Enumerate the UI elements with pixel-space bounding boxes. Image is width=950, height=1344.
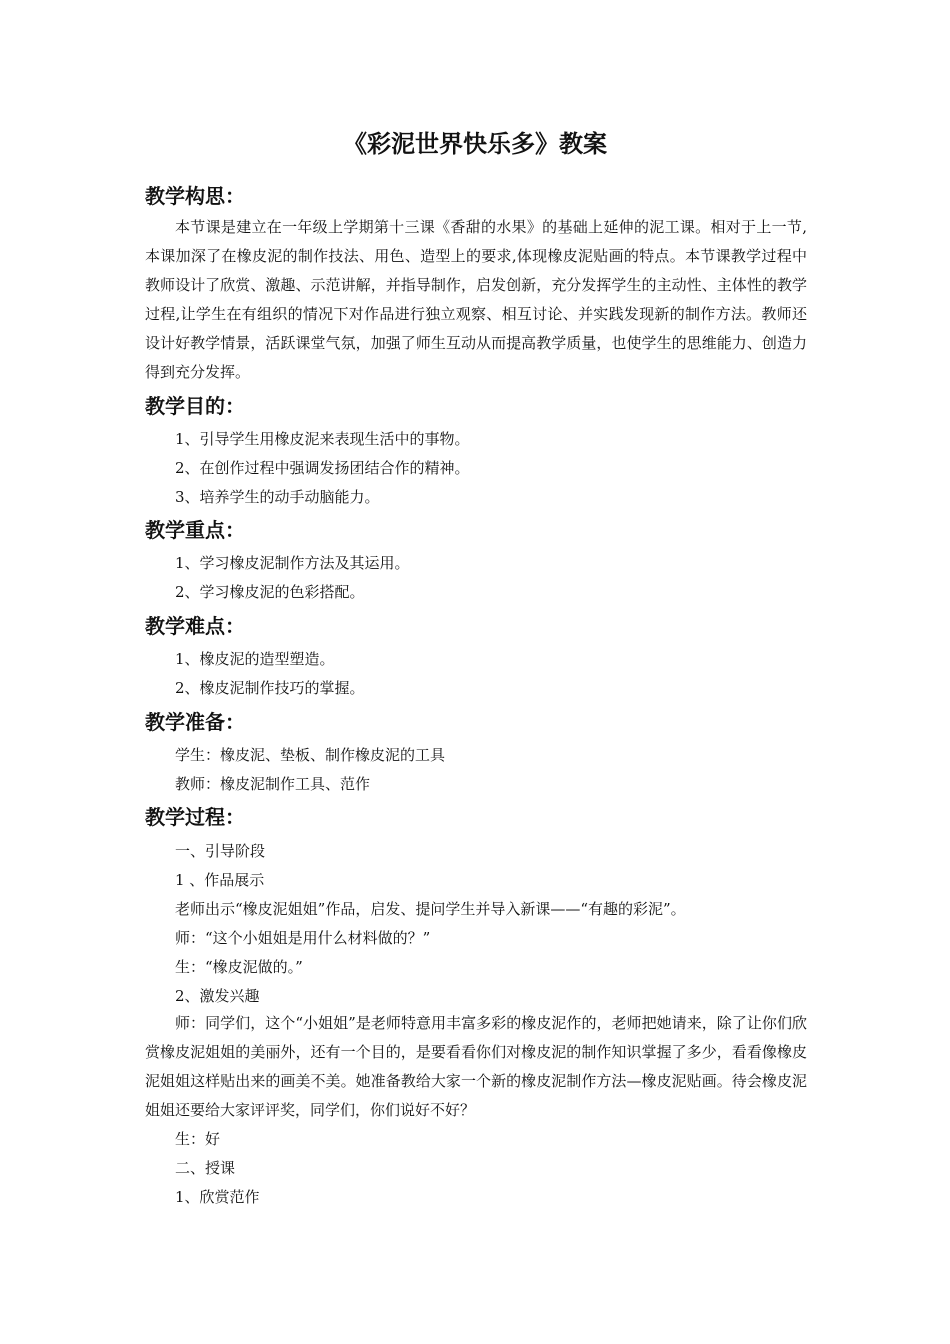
heading-goujian: 教学构思：	[145, 184, 245, 208]
heading-zhunbei: 教学准备：	[145, 710, 245, 734]
list-item: 3、培养学生的动手动脑能力。	[175, 488, 380, 506]
list-item: 1、引导学生用橡皮泥来表现生活中的事物。	[175, 430, 470, 448]
document-title: 《彩泥世界快乐多》教案	[343, 130, 607, 158]
process-line: 老师出示“橡皮泥姐姐”作品，启发、提问学生并导入新课——“有趣的彩泥”。	[175, 900, 686, 918]
process-line: 1 、作品展示	[175, 871, 265, 889]
process-line: 生：好	[175, 1130, 221, 1148]
list-item: 2、学习橡皮泥的色彩搭配。	[175, 583, 365, 601]
process-line: 师：“这个小姐姐是用什么材料做的？”	[175, 929, 431, 947]
process-line: 二、授课	[175, 1159, 236, 1177]
list-item: 1、学习橡皮泥制作方法及其运用。	[175, 554, 410, 572]
process-line: 2、激发兴趣	[175, 987, 260, 1005]
paragraph-guocheng: 师：同学们，这个“小姐姐”是老师特意用丰富多彩的橡皮泥作的，老师把她请来，除了让你们欣赏橡皮泥姐姐的美丽外，还有一个目的，是要看看你们对橡皮泥的制作知识掌握了多少，看看像橡皮泥姐姐这样贴出来的画美不美。她准备教给大家一个新的橡皮泥制作方法—橡皮泥贴画。待会橡皮泥姐姐还要给大家评评奖，同学们，你们说好不好？	[145, 1014, 807, 1119]
heading-nandian: 教学难点：	[145, 614, 245, 638]
paragraph-goujian: 本节课是建立在一年级上学期第十三课《香甜的水果》的基础上延伸的泥工课。相对于上一节,本课加深了在橡皮泥的制作技法、用色、造型上的要求,体现橡皮泥贴画的特点。本节课教学过程中教师设计了欣赏、激趣、示范讲解，并指导制作，启发创新，充分发挥学生的主动性、主体性的教学过程,让学生在有组织的情况下对作品进行独立观察、相互讨论、并实践发现新的制作方法。教师还设计好教学情景，活跃课堂气氛，加强了师生互动从而提高教学质量，也使学生的思维能力、创造力得到充分发挥。	[145, 218, 807, 381]
list-item: 1、橡皮泥的造型塑造。	[175, 650, 335, 668]
heading-mudi: 教学目的：	[145, 394, 245, 418]
list-item: 学生：橡皮泥、垫板、制作橡皮泥的工具	[175, 746, 446, 764]
process-line: 一、引导阶段	[175, 842, 266, 860]
heading-zhongdian: 教学重点：	[145, 518, 245, 542]
list-item: 教师：橡皮泥制作工具、范作	[175, 775, 371, 793]
process-line: 1、欣赏范作	[175, 1188, 260, 1206]
list-item: 2、在创作过程中强调发扬团结合作的精神。	[175, 459, 470, 477]
list-item: 2、橡皮泥制作技巧的掌握。	[175, 679, 365, 697]
heading-guocheng: 教学过程：	[145, 805, 245, 829]
process-line: 生：“橡皮泥做的。”	[175, 958, 303, 976]
